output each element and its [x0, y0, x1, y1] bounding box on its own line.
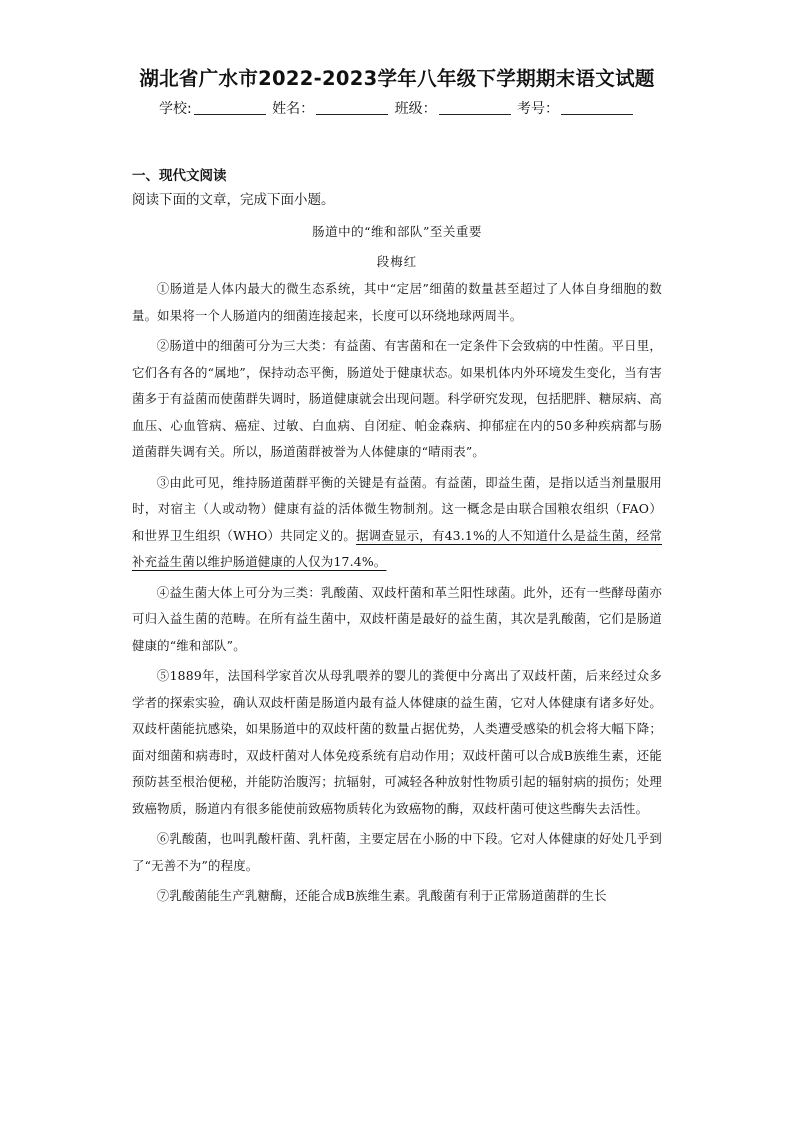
article-title: 肠道中的“维和部队”至关重要: [312, 224, 482, 239]
class-blank[interactable]: [439, 100, 511, 115]
paragraph-2: ②肠道中的细菌可分为三大类：有益菌、有害菌和在一定条件下会致病的中性菌。平日里，它们各有各的“属地”，保持动态平衡，肠道处于健康状态。如果机体内外环境发生变化，当有害菌多于有益菌而使菌群失调时，肠道健康就会出现问题。科学研究发现，包括肥胖、糖尿病、高血压、心血管病、癌症、过敏、白血病、自闭症、帕金森病、抑郁症在内的50多种疾病都与肠道菌群失调有关。所以，肠道菌群被誉为人体健康的“晴雨表”。: [132, 338, 662, 459]
paragraph-1: ①肠道是人体内最大的微生态系统，其中“定居”细菌的数量甚至超过了人体自身细胞的数量。如果将一个人肠道内的细菌连接起来，长度可以环绕地球两周半。: [132, 281, 662, 323]
class-label: 班级：: [394, 101, 437, 117]
section-heading: 一、现代文阅读: [132, 168, 227, 184]
student-info-line: [132, 99, 662, 119]
school-blank[interactable]: [194, 100, 266, 115]
exam-number-label: 考号：: [517, 101, 560, 117]
exam-title: 湖北省广水市2022-2023学年八年级下学期期末语文试题: [139, 67, 655, 90]
exam-number-blank[interactable]: [561, 100, 633, 115]
article-author: 段梅红: [376, 254, 418, 269]
paragraph-6: ⑥乳酸菌，也叫乳酸杆菌、乳杆菌，主要定居在小肠的中下段。它对人体健康的好处几乎到了“无善不为”的程度。: [132, 831, 662, 873]
paragraph-7: ⑦乳酸菌能生产乳糖酶，还能合成B族维生素。乳酸菌有利于正常肠道菌群的生长: [156, 888, 607, 903]
name-label: 姓名：: [272, 101, 315, 117]
paragraph-5: ⑤1889年，法国科学家首次从母乳喂养的婴儿的粪便中分离出了双歧杆菌，后来经过众多学者的探索实验，确认双歧杆菌是肠道内最有益人体健康的益生菌，它对人体健康有诸多好处。双歧杆菌能抗感染，如果肠道中的双歧杆菌的数量占据优势，人类遭受感染的机会将大幅下降；面对细菌和病毒时，双歧杆菌对人体免疫系统有启动作用；双歧杆菌可以合成B族维生素，还能预防甚至根治便秘，并能防治腹泻；抗辐射，可减轻各种放射性物质引起的辐射病的损伤；处理致癌物质，肠道内有很多能使前致癌物质转化为致癌物的酶，双歧杆菌可使这些酶失去活性。: [132, 668, 662, 816]
section-instruction: 阅读下面的文章，完成下面小题。: [132, 192, 335, 208]
school-label: 学校:: [158, 101, 192, 117]
paragraph-3: [132, 470, 662, 576]
name-blank[interactable]: [316, 100, 388, 115]
paragraph-4: ④益生菌大体上可分为三类：乳酸菌、双歧杆菌和革兰阳性球菌。此外，还有一些酵母菌亦可归入益生菌的范畴。在所有益生菌中，双歧杆菌是最好的益生菌，其次是乳酸菌，它们是肠道健康的“维和部队”。: [132, 584, 662, 653]
paragraph-3-text: ③由此可见，维持肠道菌群平衡的关键是有益菌。有益菌，即益生菌，是指以适当剂量服用时，对宿主（人或动物）健康有益的活体微生物制剂。这一概念是由联合国粮农组织（FAO）和世界卫生组织（WHO）共同定义的。: [132, 474, 662, 543]
underlined-sentence: 据调查显示，有43.1%的人不知道什么是益生菌，经常补充益生菌以维护肠道健康的人仅为17.4%。: [132, 527, 662, 569]
